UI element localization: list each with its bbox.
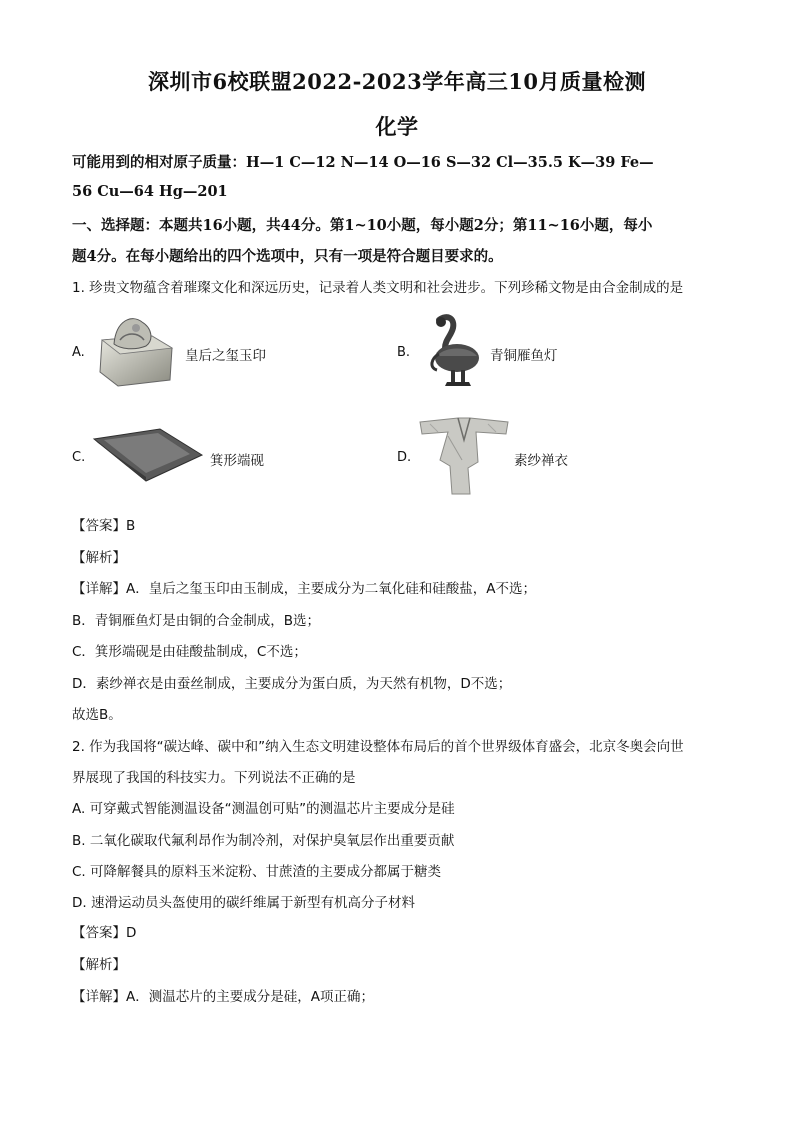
- atomic-mass-line-2: 56 Cu—64 Hg—201: [72, 183, 228, 200]
- q1-analysis-label: 【解析】: [72, 550, 126, 566]
- section-heading-line-2: 题4分。在每小题给出的四个选项中，只有一项是符合题目要求的。: [72, 248, 503, 265]
- q1-conclusion: 故选B。: [72, 707, 122, 723]
- option-d-letter: D.: [397, 450, 412, 465]
- q2-option-c: C. 可降解餐具的原料玉米淀粉、甘蔗渣的主要成分都属于糖类: [72, 864, 442, 880]
- option-b-label: 青铜雁鱼灯: [490, 348, 558, 364]
- bronze-lamp-image: [425, 314, 485, 390]
- subject-title: 化学: [375, 114, 419, 139]
- question-2-stem-line-1: 2. 作为我国将“碳达峰、碳中和”纳入生态文明建设整体布局后的首个世界级体育盛会，北京冬奥会向世: [72, 739, 684, 755]
- q1-detail-line-1: 【详解】A．皇后之玺玉印由玉制成，主要成分为二氧化硅和硅酸盐，A不选；: [72, 581, 536, 597]
- q2-analysis-label: 【解析】: [72, 957, 126, 973]
- option-a-letter: A.: [72, 345, 85, 360]
- atomic-mass-line-1: 可能用到的相对原子质量：H—1 C—12 N—14 O—16 S—32 Cl—35.5 K—39 Fe—: [72, 154, 654, 171]
- q2-detail-line-1: 【详解】A．测温芯片的主要成分是硅，A项正确；: [72, 989, 374, 1005]
- inkstone-image: [90, 425, 205, 485]
- page-title: 深圳市6校联盟2022-2023学年高三10月质量检测: [148, 69, 646, 94]
- q1-detail-line-4: D．素纱禅衣是由蚕丝制成，主要成分为蛋白质，为天然有机物，D不选；: [72, 676, 512, 692]
- q2-answer: 【答案】D: [72, 925, 137, 941]
- silk-robe-image: [418, 416, 510, 496]
- q1-answer: 【答案】B: [72, 518, 136, 534]
- q1-detail-line-2: B．青铜雁鱼灯是由铜的合金制成，B选；: [72, 613, 321, 629]
- question-1-stem: 1. 珍贵文物蕴含着璀璨文化和深远历史，记录着人类文明和社会进步。下列珍稀文物是由合金制成的是: [72, 280, 684, 296]
- option-c-letter: C.: [72, 450, 86, 465]
- question-2-stem-line-2: 界展现了我国的科技实力。下列说法不正确的是: [72, 770, 356, 786]
- option-d-label: 素纱禅衣: [514, 453, 568, 469]
- option-a-label: 皇后之玺玉印: [185, 348, 266, 364]
- q2-option-d: D. 速滑运动员头盔使用的碳纤维属于新型有机高分子材料: [72, 895, 415, 911]
- option-c-label: 箕形端砚: [210, 453, 264, 469]
- section-heading-line-1: 一、选择题：本题共16小题，共44分。第1~10小题，每小题2分；第11~16小题，每小: [72, 217, 653, 234]
- q2-option-a: A. 可穿戴式智能测温设备“测温创可贴”的测温芯片主要成分是硅: [72, 801, 455, 817]
- option-b-letter: B.: [397, 345, 411, 360]
- q1-detail-line-3: C．箕形端砚是由硅酸盐制成，C不选；: [72, 644, 307, 660]
- jade-seal-image: [96, 310, 176, 388]
- q2-option-b: B. 二氧化碳取代氟利昂作为制冷剂，对保护臭氧层作出重要贡献: [72, 833, 455, 849]
